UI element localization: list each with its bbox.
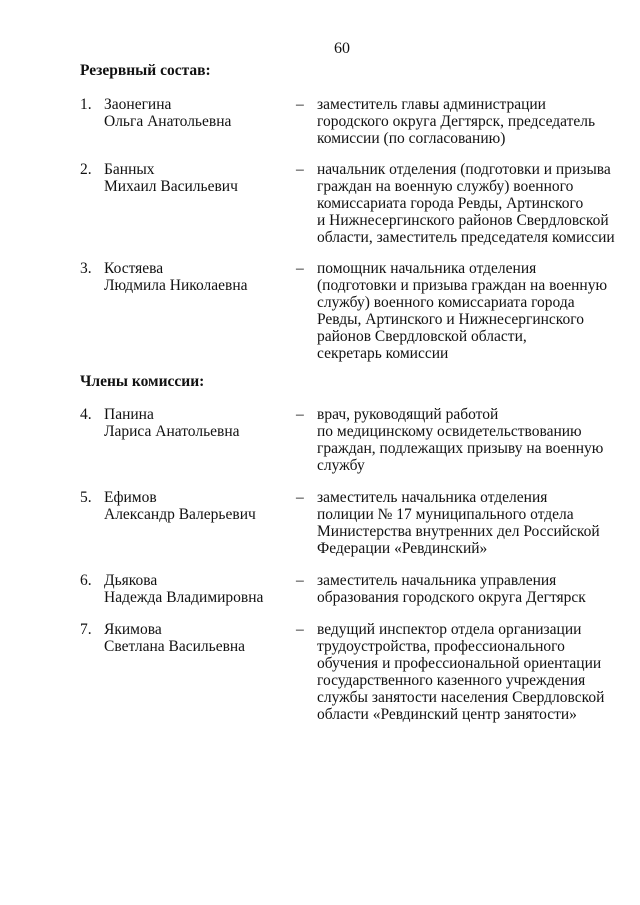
description-line: образования городского округа Дегтярск (317, 589, 586, 606)
entry-number: 1. (80, 96, 92, 113)
description-line: городского округа Дегтярск, председатель (317, 113, 596, 130)
entry-number: 2. (80, 161, 92, 178)
name-line: Ефимов (104, 489, 157, 506)
entry-description (317, 96, 617, 147)
name-line: Якимова (104, 621, 162, 638)
section-heading-reserve: Резервный состав: (80, 62, 211, 79)
description-line: граждан, подлежащих призыву на военную (317, 440, 604, 457)
description-line: службы занятости населения Свердловской (317, 689, 605, 706)
description-line: граждан на военную службу) военного (317, 178, 574, 195)
name-line: Дьякова (104, 572, 158, 589)
page-number: 60 (334, 40, 350, 57)
entry-number: 3. (80, 260, 92, 277)
entry-description (317, 489, 617, 557)
description-line: Федерации «Ревдинский» (317, 540, 488, 557)
entry-number: 6. (80, 572, 92, 589)
entry-dash: – (296, 96, 304, 113)
entry-dash: – (296, 572, 304, 589)
entry-description (317, 406, 617, 474)
entry-description (317, 621, 617, 723)
entry-description (317, 572, 617, 606)
entry-name (104, 161, 284, 195)
description-line: по медицинскому освидетельствованию (317, 423, 582, 440)
description-line: комиссариата города Ревды, Артинского (317, 195, 584, 212)
entry-number: 5. (80, 489, 92, 506)
description-line: комиссии (по согласованию) (317, 130, 506, 147)
description-line: области «Ревдинский центр занятости» (317, 706, 577, 723)
name-line: Банных (104, 161, 155, 178)
description-line: начальник отделения (подготовки и призыва (317, 161, 611, 178)
description-line: Ревды, Артинского и Нижнесергинского (317, 311, 585, 328)
description-line: ведущий инспектор отдела организации (317, 621, 582, 638)
description-line: (подготовки и призыва граждан на военную (317, 277, 608, 294)
section-heading-members: Члены комиссии: (80, 373, 205, 390)
description-line: государственного казенного учреждения (317, 672, 586, 689)
name-line: Людмила Николаевна (104, 277, 248, 294)
entry-dash: – (296, 260, 304, 277)
entry-dash: – (296, 621, 304, 638)
description-line: врач, руководящий работой (317, 406, 499, 423)
name-line: Надежда Владимировна (104, 589, 264, 606)
description-line: заместитель начальника отделения (317, 489, 548, 506)
entry-description (317, 161, 617, 246)
description-line: и Нижнесергинского районов Свердловской (317, 212, 609, 229)
entry-name (104, 489, 284, 523)
name-line: Светлана Васильевна (104, 638, 246, 655)
description-line: полиции № 17 муниципального отдела (317, 506, 574, 523)
name-line: Александр Валерьевич (104, 506, 256, 523)
entry-dash: – (296, 161, 304, 178)
name-line: Михаил Васильевич (104, 178, 238, 195)
entry-name (104, 572, 284, 606)
description-line: помощник начальника отделения (317, 260, 537, 277)
description-line: районов Свердловской области, (317, 328, 527, 345)
entry-number: 7. (80, 621, 92, 638)
name-line: Заонегина (104, 96, 172, 113)
description-line: заместитель начальника управления (317, 572, 557, 589)
name-line: Панина (104, 406, 154, 423)
description-line: службу (317, 457, 365, 474)
description-line: Министерства внутренних дел Российской (317, 523, 600, 540)
entry-name (104, 621, 284, 655)
name-line: Лариса Анатольевна (104, 423, 240, 440)
description-line: заместитель главы администрации (317, 96, 546, 113)
description-line: области, заместитель председателя комиссии (317, 229, 615, 246)
entry-description (317, 260, 617, 362)
entry-dash: – (296, 406, 304, 423)
entry-number: 4. (80, 406, 92, 423)
description-line: трудоустройства, профессионального (317, 638, 565, 655)
description-line: секретарь комиссии (317, 345, 449, 362)
name-line: Костяева (104, 260, 164, 277)
entry-name (104, 406, 284, 440)
name-line: Ольга Анатольевна (104, 113, 232, 130)
entry-name (104, 96, 284, 130)
description-line: службу) военного комиссариата города (317, 294, 575, 311)
description-line: обучения и профессиональной ориентации (317, 655, 602, 672)
entry-dash: – (296, 489, 304, 506)
entry-name (104, 260, 284, 294)
